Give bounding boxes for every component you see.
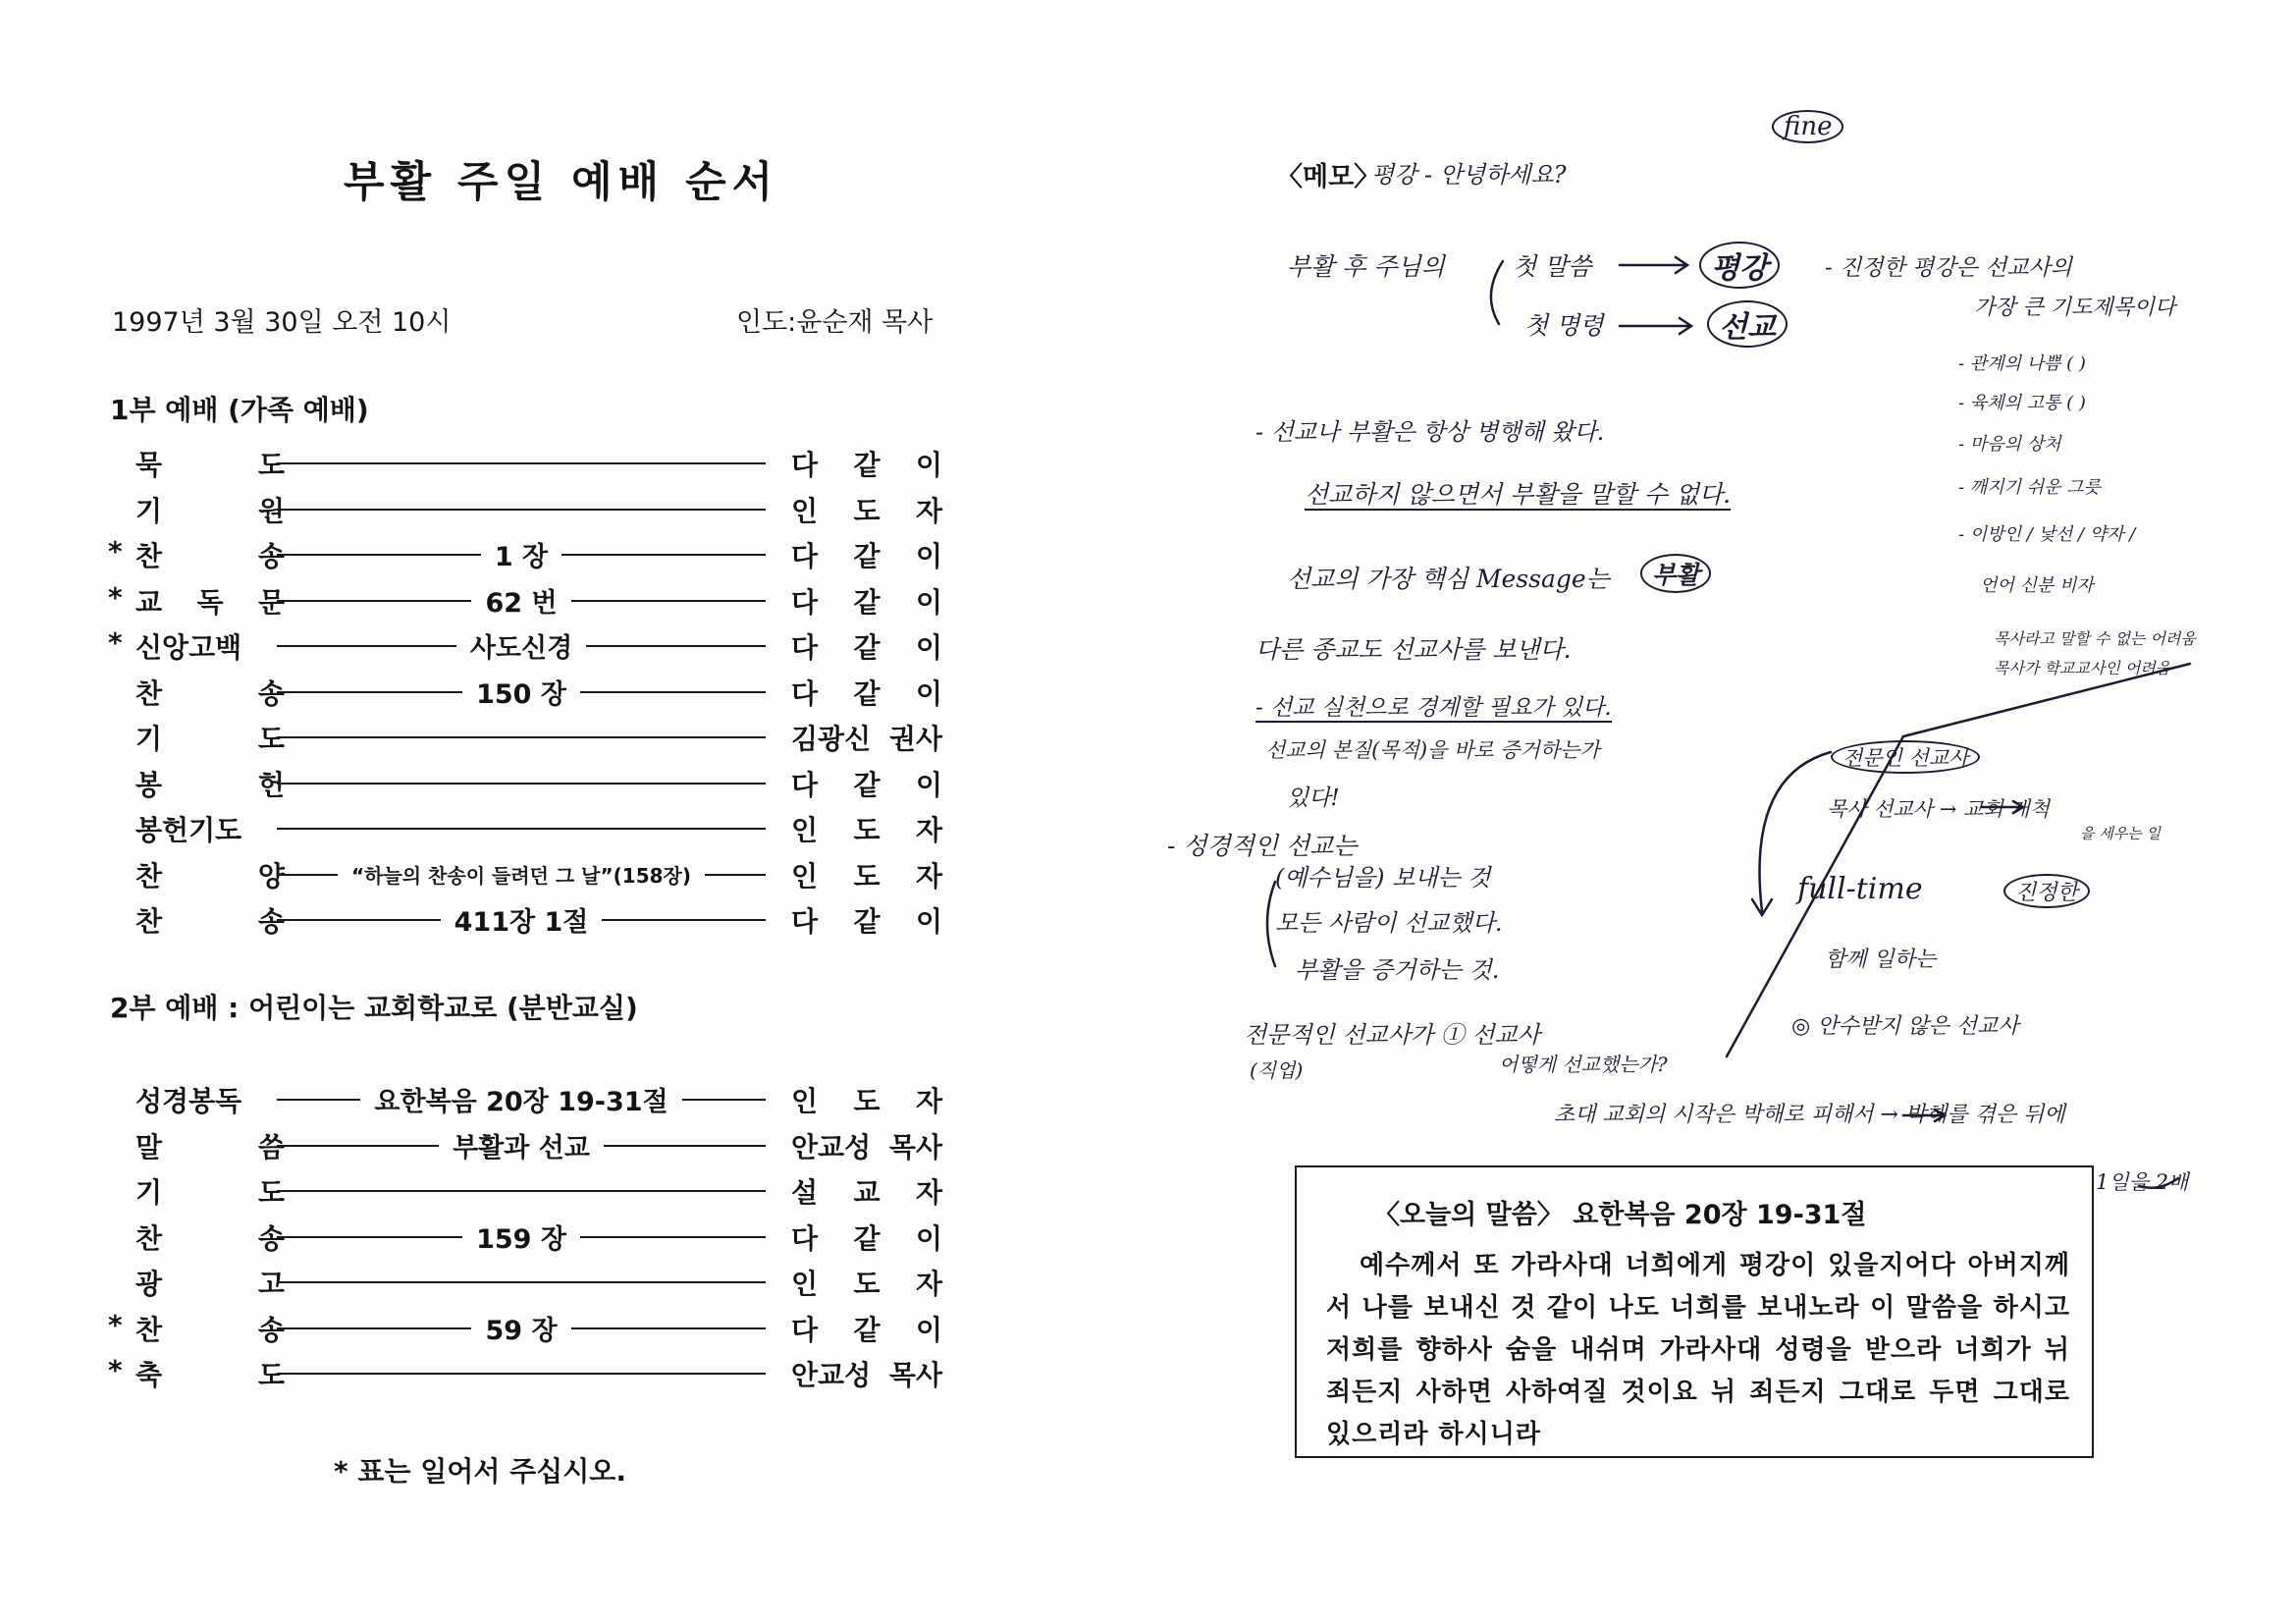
order-row bbox=[108, 809, 952, 848]
order-item-detail: 159 장 bbox=[277, 1218, 766, 1256]
order-item-person: 인 도 자 bbox=[791, 1268, 942, 1300]
order-row bbox=[108, 444, 952, 483]
order-item-detail: 부활과 선교 bbox=[277, 1126, 766, 1164]
handwritten-line-9: 있다! bbox=[1287, 785, 1340, 811]
order-item-detail: 411장 1절 bbox=[277, 900, 766, 939]
standing-mark: * bbox=[108, 1308, 123, 1341]
order-row bbox=[108, 581, 952, 621]
order-item-name: 축 도 bbox=[135, 1359, 285, 1391]
order-item-person: 인 도 자 bbox=[791, 1085, 942, 1117]
arrow-to-mission-icon bbox=[1620, 318, 1691, 334]
order-row bbox=[108, 1309, 952, 1348]
order-item-detail: 1 장 bbox=[277, 535, 766, 573]
service-date: 1997년 3월 30일 오전 10시 bbox=[112, 307, 452, 338]
order-item-person: 다 같 이 bbox=[791, 905, 942, 938]
handwritten-line-10: - 성경적인 선교는 bbox=[1167, 832, 1358, 860]
order-row bbox=[108, 1263, 952, 1302]
order-item-person: 인 도 자 bbox=[791, 814, 942, 846]
order-row bbox=[108, 490, 952, 529]
standing-footnote: * 표는 일어서 주십시오. bbox=[334, 1455, 626, 1488]
arrow-to-church-icon bbox=[1982, 801, 2023, 813]
bracket-icon bbox=[1491, 261, 1503, 324]
leader-line bbox=[277, 1190, 766, 1192]
leader-line bbox=[277, 828, 766, 830]
handwritten-mission: 선교 bbox=[1707, 300, 1788, 348]
standing-mark: * bbox=[108, 626, 123, 659]
order-item-person: 다 같 이 bbox=[791, 449, 942, 481]
order-item-person: 안교성 목사 bbox=[791, 1130, 942, 1164]
order-item-detail: “하늘의 찬송이 들려던 그 날”(158장) bbox=[277, 860, 766, 889]
handwritten-line-15b: 1일을 2배 bbox=[2096, 1170, 2189, 1194]
standing-mark: * bbox=[108, 535, 123, 568]
order-item-name: 찬 송 bbox=[135, 1313, 285, 1346]
handwritten-line-14b: (직업) bbox=[1250, 1058, 1304, 1082]
handwritten-line-12: 모든 사람이 선교했다. bbox=[1275, 909, 1503, 937]
handwritten-peace-note-2: 가장 큰 기도제목이다 bbox=[1974, 296, 2176, 320]
handwritten-resurrection: 부활 bbox=[1640, 554, 1711, 593]
handwritten-fine: fine bbox=[1772, 110, 1843, 143]
leader-line bbox=[277, 509, 766, 511]
order-row bbox=[108, 1354, 952, 1393]
handwritten-pastor-missionary-note: 을 세우는 일 bbox=[2080, 825, 2161, 842]
part2-heading: 2부 예배 : 어린이는 교회학교로 (분반교실) bbox=[110, 992, 638, 1024]
order-item-person: 다 같 이 bbox=[791, 768, 942, 801]
order-item-name: 성경봉독 bbox=[135, 1085, 242, 1117]
side-note-7: 목사라고 말할 수 없는 어려움 bbox=[1994, 629, 2196, 648]
right-page bbox=[1148, 0, 2296, 1624]
order-item-person: 김광신 권사 bbox=[791, 723, 942, 755]
standing-mark: * bbox=[108, 580, 123, 614]
leader-line bbox=[277, 736, 766, 738]
service-leader: 인도:윤순재 목사 bbox=[736, 307, 934, 338]
stroke-mark-icon bbox=[2139, 1178, 2178, 1188]
order-item-detail: 사도신경 bbox=[277, 626, 766, 665]
order-item-name: 봉 헌 bbox=[135, 768, 285, 801]
order-row bbox=[108, 1080, 952, 1119]
order-item-person: 다 같 이 bbox=[791, 1313, 942, 1346]
arrow-persecution-icon bbox=[1903, 1110, 1945, 1121]
order-item-person: 다 같 이 bbox=[791, 631, 942, 664]
todays-word-box bbox=[1295, 1165, 2094, 1458]
standing-mark: * bbox=[108, 1354, 123, 1386]
order-item-detail: 150 장 bbox=[277, 673, 766, 711]
order-row bbox=[108, 1218, 952, 1257]
side-note-3: - 마음의 상처 bbox=[1958, 434, 2061, 455]
order-item-name: 찬 송 bbox=[135, 540, 285, 572]
handwritten-line-14: 전문적인 선교사가 ① 선교사 bbox=[1244, 1021, 1540, 1049]
todays-word-title: 〈오늘의 말씀〉 요한복음 20장 19-31절 bbox=[1373, 1200, 1867, 1230]
side-note-5: - 이방인 / 낯선 / 약자 / bbox=[1958, 524, 2136, 545]
side-note-4: - 깨지기 쉬운 그릇 bbox=[1958, 477, 2101, 498]
order-item-detail: 59 장 bbox=[277, 1309, 766, 1347]
handwritten-line-4: 선교하지 않으면서 부활을 말할 수 없다. bbox=[1305, 480, 1732, 509]
order-item-name: 말 씀 bbox=[135, 1130, 285, 1164]
order-item-person: 다 같 이 bbox=[791, 677, 942, 710]
order-row bbox=[108, 1171, 952, 1211]
part1-heading: 1부 예배 (가족 예배) bbox=[110, 394, 369, 426]
order-item-name: 기 도 bbox=[135, 1176, 285, 1209]
handwritten-line-3: - 선교나 부활은 항상 병행해 왔다. bbox=[1255, 418, 1605, 446]
leader-line bbox=[277, 1281, 766, 1283]
side-note-8: 목사가 학교교사인 어려움 bbox=[1994, 659, 2171, 677]
handwritten-professional-missionary: 전문인 선교사 bbox=[1831, 740, 1980, 774]
order-item-name: 봉헌기도 bbox=[135, 814, 242, 846]
side-note-1: - 관계의 나쁨 ( ) bbox=[1958, 353, 2086, 374]
handwritten-line-7: - 선교 실천으로 경계할 필요가 있다. bbox=[1255, 695, 1612, 721]
order-item-name: 기 원 bbox=[135, 494, 285, 527]
handwritten-genuine: 진정한 bbox=[2003, 874, 2090, 908]
leader-line bbox=[277, 783, 766, 785]
order-item-name: 교 독 문 bbox=[135, 585, 285, 619]
order-item-person: 안교성 목사 bbox=[791, 1359, 942, 1391]
leader-line bbox=[277, 1373, 766, 1375]
handwritten-line-5: 선교의 가장 핵심 Message는 bbox=[1287, 565, 1610, 593]
handwritten-working-together: 함께 일하는 bbox=[1825, 947, 1937, 972]
order-item-name: 찬 송 bbox=[135, 905, 285, 938]
order-item-person: 다 같 이 bbox=[791, 585, 942, 619]
handwritten-memo-note: 평강 - 안녕하세요? bbox=[1371, 161, 1567, 189]
order-item-person: 다 같 이 bbox=[791, 540, 942, 572]
divider-line-icon bbox=[1727, 664, 2190, 1056]
order-row bbox=[108, 764, 952, 803]
order-item-person: 설 교 자 bbox=[791, 1176, 942, 1209]
side-note-2: - 육체의 고통 ( ) bbox=[1958, 393, 2086, 413]
memo-label: 〈메모〉 bbox=[1276, 162, 1381, 192]
handwritten-peace: 평강 bbox=[1699, 242, 1780, 289]
bracket-left-icon bbox=[1267, 882, 1275, 966]
order-item-name: 광 고 bbox=[135, 1268, 285, 1300]
arrow-to-peace-icon bbox=[1620, 257, 1687, 273]
order-row bbox=[108, 673, 952, 712]
handwritten-full-time: full-time bbox=[1797, 872, 1923, 906]
order-row bbox=[108, 535, 952, 574]
handwritten-line-1: 부활 후 주님의 bbox=[1287, 252, 1445, 281]
order-item-name: 기 도 bbox=[135, 723, 285, 755]
handwritten-first-command: 첫 명령 bbox=[1524, 311, 1604, 340]
order-item-person: 인 도 자 bbox=[791, 859, 942, 893]
handwritten-unordained-mission: ◎ 안수받지 않은 선교사 bbox=[1791, 1014, 2019, 1039]
handwritten-pastor-missionary: 목사 선교사 → 교회 개척 bbox=[1827, 797, 2050, 821]
order-item-name: 신앙고백 bbox=[135, 631, 242, 664]
handwritten-line-8: 선교의 본질(목적)을 바로 증거하는가 bbox=[1265, 738, 1600, 762]
side-note-6: 언어 신분 비자 bbox=[1980, 575, 2094, 596]
handwritten-line-14c: 어떻게 선교했는가? bbox=[1499, 1053, 1668, 1076]
handwritten-line-13: 부활을 증거하는 것. bbox=[1295, 956, 1500, 984]
todays-word-text: 예수께서 또 가라사대 너희에게 평강이 있을지어다 아버지께서 나를 보내신 것 같이 나도 너희를 보내노라 이 말씀을 하시고 저희를 향하사 숨을 내쉬며 가라사대 성령을 받으라 너희가 뉘 죄든지 사하면 사하여질 것이요 뉘 죄든지 그대로 두면 그대로 있으리라 하시니라 bbox=[1326, 1251, 2070, 1449]
order-item-name: 찬 양 bbox=[135, 859, 285, 893]
order-item-detail: 62 번 bbox=[277, 581, 766, 620]
document-title: 부활 주일 예배 순서 bbox=[344, 158, 779, 207]
order-item-name: 찬 송 bbox=[135, 1221, 285, 1255]
order-row bbox=[108, 855, 952, 894]
handwritten-line-11: (예수님을) 보내는 것 bbox=[1275, 864, 1491, 892]
order-item-person: 인 도 자 bbox=[791, 494, 942, 527]
order-row bbox=[108, 900, 952, 940]
handwritten-peace-note: - 진정한 평강은 선교사의 bbox=[1825, 255, 2072, 281]
order-item-name: 찬 송 bbox=[135, 677, 285, 710]
order-item-detail: 요한복음 20장 19-31절 bbox=[277, 1080, 766, 1118]
order-row bbox=[108, 718, 952, 757]
order-item-person: 다 같 이 bbox=[791, 1221, 942, 1255]
handwritten-line-15: 초대 교회의 시작은 박해로 피해서 → 박해를 겪은 뒤에 bbox=[1554, 1103, 2065, 1127]
handwritten-line-6: 다른 종교도 선교사를 보낸다. bbox=[1255, 635, 1572, 664]
leader-line bbox=[277, 462, 766, 464]
order-row bbox=[108, 1126, 952, 1165]
order-item-name: 묵 도 bbox=[135, 449, 285, 481]
order-row bbox=[108, 626, 952, 666]
handwritten-first-word: 첫 말씀 bbox=[1513, 252, 1592, 281]
